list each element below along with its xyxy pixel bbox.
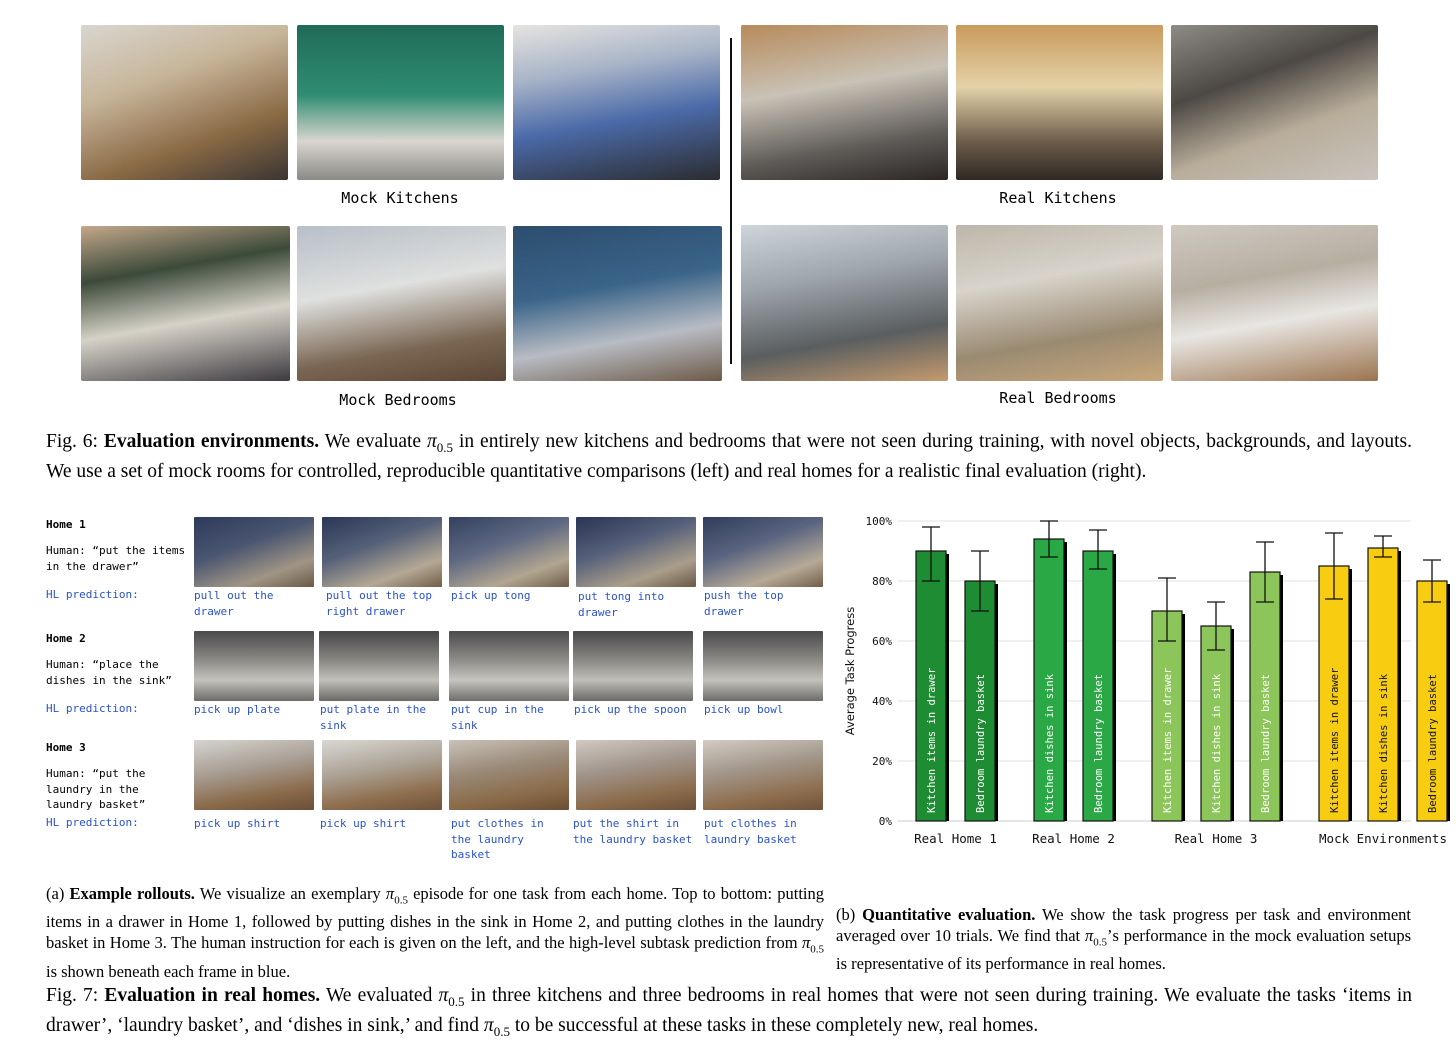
- fig7-caption-title: Evaluation in real homes.: [104, 985, 321, 1006]
- real-bedrooms-label: Real Bedrooms: [999, 389, 1117, 407]
- mock-bedroom-photo-3: [513, 226, 722, 381]
- mock-kitchen-photo-1: [81, 25, 288, 180]
- home1-pred-3: pick up tong: [451, 589, 531, 602]
- real-kitchen-photo-1: [741, 25, 948, 180]
- fig6-caption-title: Evaluation environments.: [103, 431, 320, 452]
- home3-frame-5: [703, 740, 823, 810]
- home1-pred-4: put tong into drawer: [578, 590, 665, 619]
- home3-pred-5: put clothes in laundry basket: [704, 817, 797, 846]
- home3-pred-2: pick up shirt: [320, 817, 407, 830]
- subcaption-a-title: Example rollouts.: [69, 884, 195, 903]
- task-progress-bar-chart: [836, 505, 1447, 860]
- home2-pred-1: pick up plate: [194, 703, 281, 716]
- bar-label: Bedroom laundry basket: [1427, 673, 1439, 813]
- subcaption-b-post: ’s performance in the mock evaluation setups is representative of its performance in real homes.: [836, 926, 1412, 974]
- bar-label: Kitchen dishes in sink: [1211, 673, 1223, 813]
- fig6-pi-sub: 0.5: [436, 439, 454, 455]
- mock-kitchens-label: Mock Kitchens: [341, 189, 459, 207]
- fig7-caption-label: Fig. 7:: [46, 985, 99, 1006]
- fig6-caption-pre: We evaluate: [324, 431, 422, 452]
- x-group-label: Mock Environments: [1319, 831, 1447, 846]
- home2-frame-4: [573, 631, 693, 701]
- mock-real-divider: [730, 38, 732, 364]
- home3-pred-4: put the shirt in the laundry basket: [573, 817, 693, 846]
- fig6-pi-symbol: π: [427, 431, 437, 452]
- home2-title: Home 2: [46, 632, 86, 645]
- home3-pred-1: pick up shirt: [194, 817, 281, 830]
- y-tick-label: 20%: [872, 755, 892, 768]
- human-prefix: Human:: [46, 544, 86, 557]
- home1-pred-2: pull out the top right drawer: [326, 589, 432, 618]
- home3-frame-2: [322, 740, 442, 810]
- home1-instruction: [46, 543, 196, 574]
- real-bedroom-photo-3: [1171, 225, 1378, 381]
- home3-instruction: [46, 766, 166, 813]
- x-group-label: Real Home 3: [1174, 831, 1258, 846]
- subcaption-a-end: is shown beneath each frame in blue.: [46, 961, 291, 981]
- y-tick-label: 40%: [872, 695, 892, 708]
- home2-frame-2: [319, 631, 439, 701]
- y-tick-label: 100%: [865, 515, 892, 528]
- bar-label: Kitchen items in drawer: [1162, 667, 1174, 813]
- subcaption-a-label: (a): [46, 884, 65, 903]
- home2-pred-5: pick up bowl: [704, 703, 784, 716]
- subcap-a-pi-sub: 0.5: [394, 894, 408, 907]
- subcaption-a-mid: episode for one task from each home. Top to bottom: putting items in a drawer in Home 1, followed by putting dishes in the sink in Home 2, and putting clothes in the laundry basket in Home 3. The human instruction for each is given on the left, and the high-level subtask prediction from: [46, 884, 824, 953]
- home1-title: Home 1: [46, 518, 86, 531]
- bar-label: Kitchen dishes in sink: [1044, 673, 1056, 813]
- y-tick-label: 80%: [872, 575, 892, 588]
- x-group-label: Real Home 1: [914, 831, 997, 846]
- y-tick-label: 0%: [878, 815, 892, 828]
- subcaption-a-pre: We visualize an exemplary: [199, 884, 381, 903]
- subcaption-b: [836, 904, 1411, 974]
- subcaption-b-label: (b): [836, 905, 856, 924]
- home3-frame-4: [576, 740, 696, 810]
- bar-label: Kitchen items in drawer: [1329, 667, 1341, 813]
- home3-frame-3: [449, 740, 569, 810]
- fig7-caption-mid: in three kitchens and three bedrooms in real homes that were not seen during training. We evaluate the tasks ‘items in drawer’, ‘laundry basket’, and ‘dishes in sink,’ and find: [46, 985, 1413, 1036]
- bar-label: Kitchen dishes in sink: [1378, 673, 1390, 813]
- fig7-pi-symbol-2: π: [483, 1014, 494, 1036]
- home2-pred-2: put plate in the sink: [320, 703, 426, 732]
- bar-label: Bedroom laundry basket: [975, 673, 987, 813]
- home1-frame-2: [322, 517, 442, 587]
- fig6-caption: [46, 430, 1412, 484]
- home3-title: Home 3: [46, 741, 86, 754]
- real-bedroom-photo-1: [741, 225, 948, 381]
- home1-hl-label: HL prediction:: [46, 588, 139, 601]
- subcaption-b-title: Quantitative evaluation.: [862, 905, 1036, 924]
- bar-label: Kitchen items in drawer: [926, 667, 938, 813]
- home2-instruction: [46, 657, 196, 688]
- home1-pred-5: push the top drawer: [704, 589, 784, 618]
- subcap-a-pi-symbol: π: [385, 884, 395, 903]
- bar-label: Bedroom laundry basket: [1260, 673, 1272, 813]
- home3-frame-1: [194, 740, 314, 810]
- bar-label: Bedroom laundry basket: [1093, 673, 1105, 813]
- fig7-caption: [46, 984, 1412, 1044]
- mock-kitchen-photo-2: [297, 25, 504, 180]
- mock-kitchen-photo-3: [513, 25, 720, 180]
- real-bedroom-photo-2: [956, 225, 1163, 381]
- home2-frame-1: [194, 631, 314, 701]
- home1-pred-1: pull out the drawer: [194, 589, 274, 618]
- home2-pred-3: put cup in the sink: [451, 703, 544, 732]
- home1-frame-1: [194, 517, 314, 587]
- real-kitchens-label: Real Kitchens: [999, 189, 1117, 207]
- subcaption-a: [46, 883, 824, 982]
- fig7-pi-sub-2: 0.5: [493, 1023, 510, 1039]
- subcaption-b-pre: We show the task progress per task and environment averaged over 10 trials. We find that: [836, 905, 1411, 945]
- fig6-caption-post: in entirely new kitchens and bedrooms that were not seen during training, with novel objects, backgrounds, and layouts. We use a set of mock rooms for controlled, reproducible quantitative comparisons (left) and real homes for a realistic final evaluation (right).: [46, 431, 1412, 482]
- home1-instruction-text: “put the items in the drawer”: [46, 544, 186, 573]
- fig7-caption-pre: We evaluated: [325, 985, 433, 1006]
- home2-instruction-text: “place the dishes in the sink”: [46, 658, 172, 687]
- mock-bedrooms-label: Mock Bedrooms: [339, 391, 457, 409]
- home3-pred-3: put clothes in the laundry basket: [451, 817, 544, 861]
- fig7-pi-sub: 0.5: [448, 993, 465, 1009]
- fig7-pi-symbol: π: [438, 985, 449, 1006]
- subcap-a-pi-symbol-2: π: [801, 933, 811, 953]
- mock-bedroom-photo-2: [297, 226, 506, 381]
- human-prefix: Human:: [46, 767, 86, 780]
- home2-frame-3: [449, 631, 569, 701]
- subcap-b-pi-symbol: π: [1085, 926, 1094, 945]
- home3-instruction-text: “put the laundry in the laundry basket”: [46, 767, 146, 811]
- fig7-caption-end: to be successful at these tasks in these completely new, real homes.: [514, 1014, 1039, 1036]
- home1-frame-4: [576, 517, 696, 587]
- home3-hl-label: HL prediction:: [46, 816, 139, 829]
- home2-frame-5: [703, 631, 823, 701]
- home2-hl-label: HL prediction:: [46, 702, 139, 715]
- y-tick-label: 60%: [872, 635, 892, 648]
- home1-frame-5: [703, 517, 823, 587]
- subcap-b-pi-sub: 0.5: [1093, 936, 1108, 949]
- y-axis-label: Average Task Progress: [843, 606, 857, 736]
- real-kitchen-photo-3: [1171, 25, 1378, 180]
- home2-pred-4: pick up the spoon: [574, 703, 687, 716]
- mock-bedroom-photo-1: [81, 226, 290, 381]
- subcap-a-pi-sub-2: 0.5: [810, 943, 825, 956]
- real-kitchen-photo-2: [956, 25, 1163, 180]
- human-prefix: Human:: [46, 658, 86, 671]
- home1-frame-3: [449, 517, 569, 587]
- x-group-label: Real Home 2: [1032, 831, 1115, 846]
- fig6-caption-label: Fig. 6:: [46, 431, 98, 452]
